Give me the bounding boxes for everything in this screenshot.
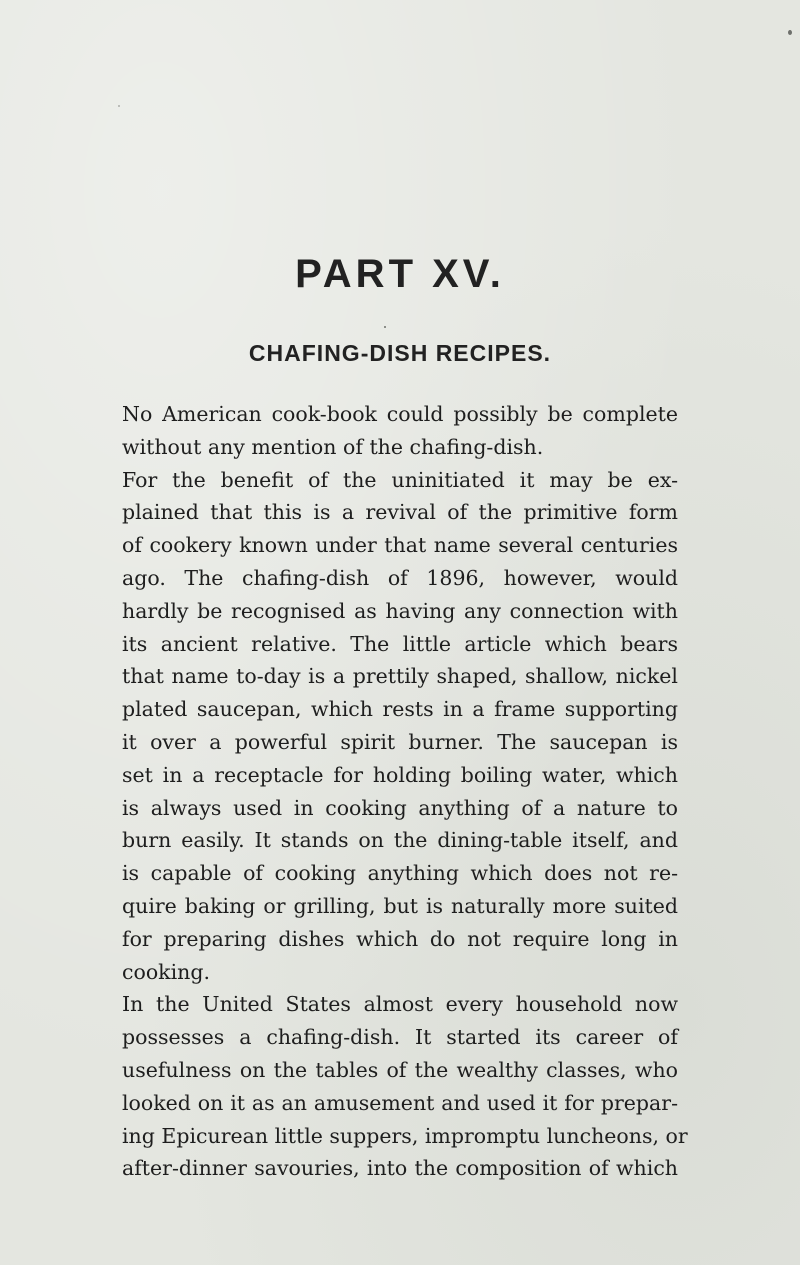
part-heading: PART XV.: [295, 252, 505, 296]
paragraph: [122, 464, 678, 989]
text-line: burn easily. It stands on the dining-table itself, and: [122, 828, 678, 853]
text-line: plated saucepan, which rests in a frame supporting: [122, 697, 678, 722]
text-line: ing Epicurean little suppers, impromptu luncheons, or: [122, 1123, 688, 1148]
paper-speck: [118, 105, 120, 107]
text-line: possesses a chafing-dish. It started its career of: [122, 1025, 678, 1050]
paragraph: [122, 988, 688, 1185]
text-line: ago. The chafing-dish of 1896, however, would: [122, 565, 678, 590]
text-line: of cookery known under that name several centuries: [122, 533, 678, 558]
paper-speck: [384, 326, 386, 328]
text-line: cooking.: [122, 959, 210, 984]
paragraph: [122, 398, 678, 464]
text-line: In the United States almost every household now: [122, 992, 678, 1017]
chapter-heading: CHAFING-DISH RECIPES.: [248, 340, 552, 366]
text-line: plained that this is a revival of the primitive form: [122, 500, 678, 525]
text-line: hardly be recognised as having any connection with: [122, 598, 678, 623]
text-line: its ancient relative. The little article which bears: [122, 631, 678, 656]
text-line: without any mention of the chafing-dish.: [122, 434, 544, 459]
text-line: that name to-day is a prettily shaped, shallow, nickel: [122, 664, 678, 689]
text-line: No American cook-book could possibly be complete: [122, 402, 678, 426]
text-line: For the benefit of the uninitiated it may be ex-: [122, 467, 678, 492]
text-line: is always used in cooking anything of a nature to: [122, 795, 678, 820]
text-line: after-dinner savouries, into the composition of which: [122, 1156, 678, 1181]
text-line: usefulness on the tables of the wealthy classes, who: [122, 1057, 678, 1082]
text-line: is capable of cooking anything which does not re-: [122, 861, 678, 886]
text-line: it over a powerful spirit burner. The saucepan is: [122, 729, 678, 754]
text-line: looked on it as an amusement and used it for prepar-: [122, 1090, 678, 1115]
paper-speck: [788, 30, 792, 35]
text-line: quire baking or grilling, but is naturally more suited: [122, 893, 678, 918]
text-line: set in a receptacle for holding boiling water, which: [122, 762, 678, 787]
text-line: for preparing dishes which do not require long in: [122, 926, 678, 951]
body-text: [122, 398, 688, 1185]
